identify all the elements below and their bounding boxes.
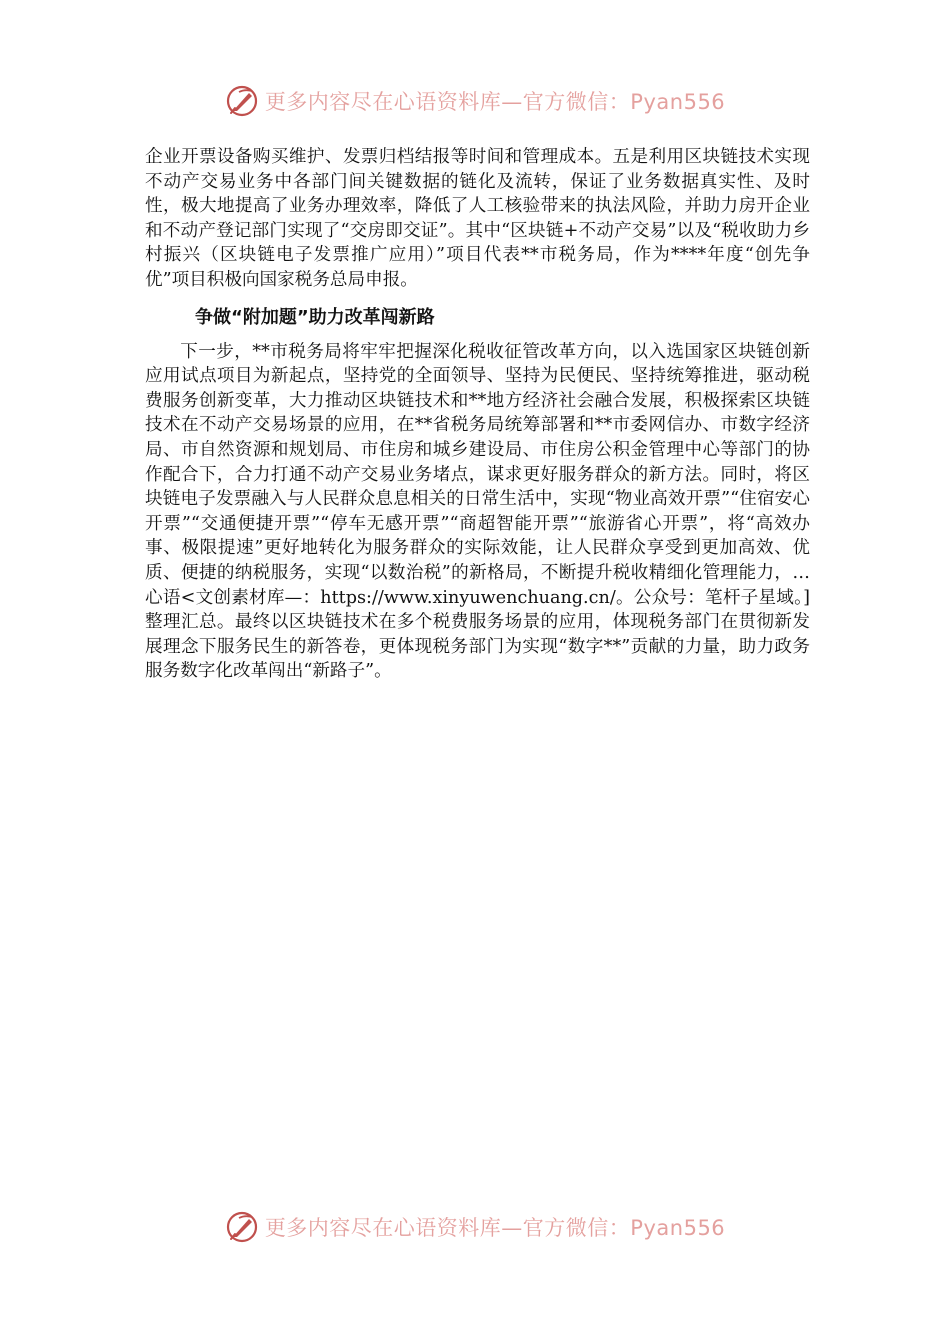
header-watermark-text: 更多内容尽在心语资料库—官方微信：Pyan556 bbox=[264, 90, 726, 114]
header-watermark bbox=[0, 84, 950, 118]
quill-circle-icon bbox=[225, 1210, 259, 1244]
quill-circle-icon bbox=[225, 84, 259, 118]
paragraph-2: 下一步，**市税务局将牢牢把握深化税收征管改革方向，以入选国家区块链创新应用试点项目为新起点，坚持党的全面领导、坚持为民便民、坚持统筹推进，驱动税费服务创新变革，大力推动区块链技术和**地方经济社会融合发展，积极探索区块链技术在不动产交易场景的应用，在**省税务局统筹部署和**市委网信办、市数字经济局、市自然资源和规划局、市住房和城乡建设局、市住房公积金管理中心等部门的协作配合下，合力打通不动产交易业务堵点，谋求更好服务群众的新方法。同时，将区块链电子发票融入与人民群众息息相关的日常生活中，实现“物业高效开票”“住宿安心开票”“交通便捷开票”“停车无感开票”“商超智能开票”“旅游省心开票”，将“高效办事、极限提速”更好地转化为服务群众的实际效能，让人民群众享受到更加高效、优质、便捷的纳税服务，实现“以数治税”的新格局，不断提升税收精细化管理能力，…心语<文创素材库—：https://www.xinyuwenchuang.cn/。公众号：笔杆子星域。]整理汇总。最终以区块链技术在多个税费服务场景的应用，体现税务部门在贯彻新发展理念下服务民生的新答卷，更体现税务部门为实现“数字**”贡献的力量，助力政务服务数字化改革闯出“新路子”。 bbox=[145, 341, 810, 682]
paragraph-1: 企业开票设备购买维护、发票归档结报等时间和管理成本。五是利用区块链技术实现不动产交易业务中各部门间关键数据的链化及流转，保证了业务数据真实性、及时性，极大地提高了业务办理效率，降低了人工核验带来的执法风险，并助力房开企业和不动产登记部门实现了“交房即交证”。其中“区块链+不动产交易”以及“税收助力乡村振兴（区块链电子发票推广应用）”项目代表**市税务局，作为****年度“创先争优”项目积极向国家税务总局申报。 bbox=[145, 147, 810, 290]
document-body bbox=[145, 145, 810, 684]
section-heading: 争做“附加题”助力改革闯新路 bbox=[195, 306, 435, 328]
footer-watermark bbox=[0, 1210, 950, 1244]
footer-watermark-text: 更多内容尽在心语资料库—官方微信：Pyan556 bbox=[264, 1216, 726, 1240]
